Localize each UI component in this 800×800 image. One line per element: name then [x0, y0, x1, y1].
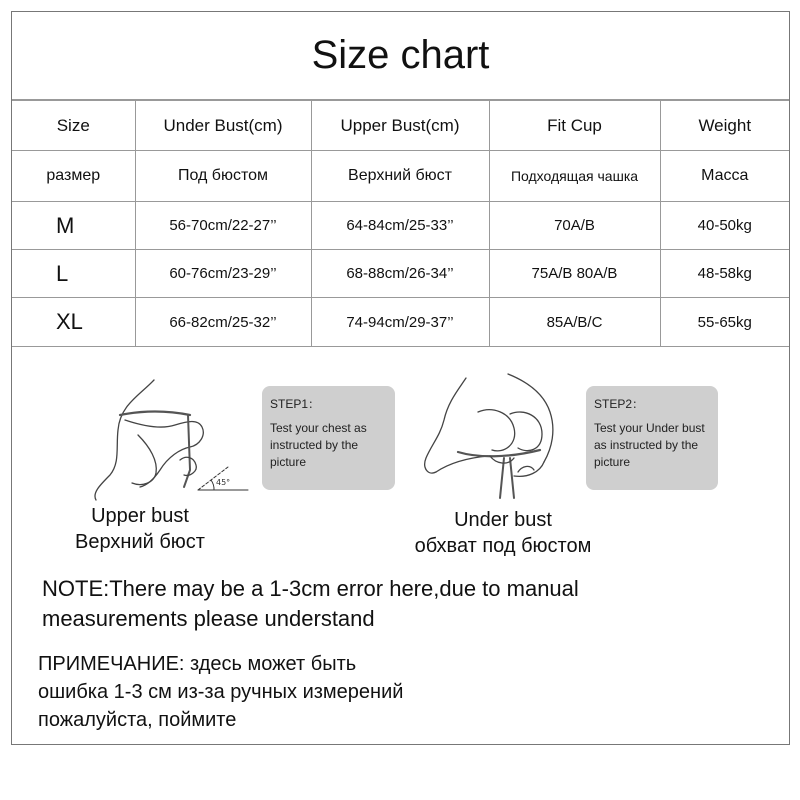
table-header-row-en — [12, 101, 789, 151]
note-ru — [38, 650, 758, 734]
note-en-line1: NOTE:There may be a 1-3cm error here,due to manual — [42, 576, 579, 601]
under-bust-caption-en: Under bust — [454, 509, 552, 531]
note-en-line2: measurements please understand — [42, 606, 375, 631]
under-bust-cell: 60-76cm/23-29’’ — [135, 250, 311, 298]
size-cell: M — [12, 202, 135, 250]
fit-cup-cell: 75A/B 80A/B — [489, 250, 660, 298]
upper-bust-caption — [50, 503, 230, 555]
upper-bust-caption-ru: Верхний бюст — [75, 531, 205, 553]
note-ru-line3: пожалуйста, поймите — [38, 709, 237, 731]
table-header-row-ru — [12, 151, 789, 202]
weight-cell: 55-65kg — [660, 298, 789, 347]
angle-label: 45° — [216, 478, 231, 487]
upper-bust-cell: 68-88cm/26-34’’ — [311, 250, 489, 298]
header-upper-bust-ru: Верхний бюст — [311, 151, 489, 202]
step2-text: Test your Under bust as instructed by the picture — [594, 421, 705, 469]
step1-title: STEP1： — [270, 397, 321, 411]
under-bust-caption — [390, 507, 616, 559]
table-row — [12, 298, 789, 347]
step2-title: STEP2： — [594, 397, 645, 411]
fit-cup-cell: 70A/B — [489, 202, 660, 250]
size-table — [12, 100, 789, 347]
step1-text: Test your chest as instructed by the picture — [270, 421, 367, 469]
step1-box — [262, 386, 395, 490]
header-fit-cup-ru: Подходящая чашка — [489, 151, 660, 202]
header-upper-bust: Upper Bust(cm) — [311, 101, 489, 151]
header-weight-ru: Масса — [660, 151, 789, 202]
upper-bust-cell: 74-94cm/29-37’’ — [311, 298, 489, 347]
upper-bust-cell: 64-84cm/25-33’’ — [311, 202, 489, 250]
header-under-bust-ru: Под бюстом — [135, 151, 311, 202]
size-cell: XL — [12, 298, 135, 347]
header-size-ru: размер — [12, 151, 135, 202]
table-row — [12, 250, 789, 298]
weight-cell: 48-58kg — [660, 250, 789, 298]
under-bust-cell: 66-82cm/25-32’’ — [135, 298, 311, 347]
upper-bust-illustration — [80, 375, 250, 505]
table-row — [12, 202, 789, 250]
note-ru-line1: ПРИМЕЧАНИЕ: здесь может быть — [38, 653, 357, 675]
under-bust-cell: 56-70cm/22-27’’ — [135, 202, 311, 250]
under-bust-illustration — [418, 372, 578, 504]
header-fit-cup: Fit Cup — [489, 101, 660, 151]
under-bust-caption-ru: обхват под бюстом — [414, 535, 592, 557]
size-cell: L — [12, 250, 135, 298]
header-size: Size — [12, 101, 135, 151]
upper-bust-caption-en: Upper bust — [91, 505, 189, 527]
step2-box — [586, 386, 718, 490]
fit-cup-cell: 85A/B/C — [489, 298, 660, 347]
note-en — [42, 574, 762, 634]
page-title: Size chart — [12, 12, 789, 100]
header-under-bust: Under Bust(cm) — [135, 101, 311, 151]
note-ru-line2: ошибка 1-3 см из-за ручных измерений — [38, 681, 404, 703]
header-weight: Weight — [660, 101, 789, 151]
weight-cell: 40-50kg — [660, 202, 789, 250]
